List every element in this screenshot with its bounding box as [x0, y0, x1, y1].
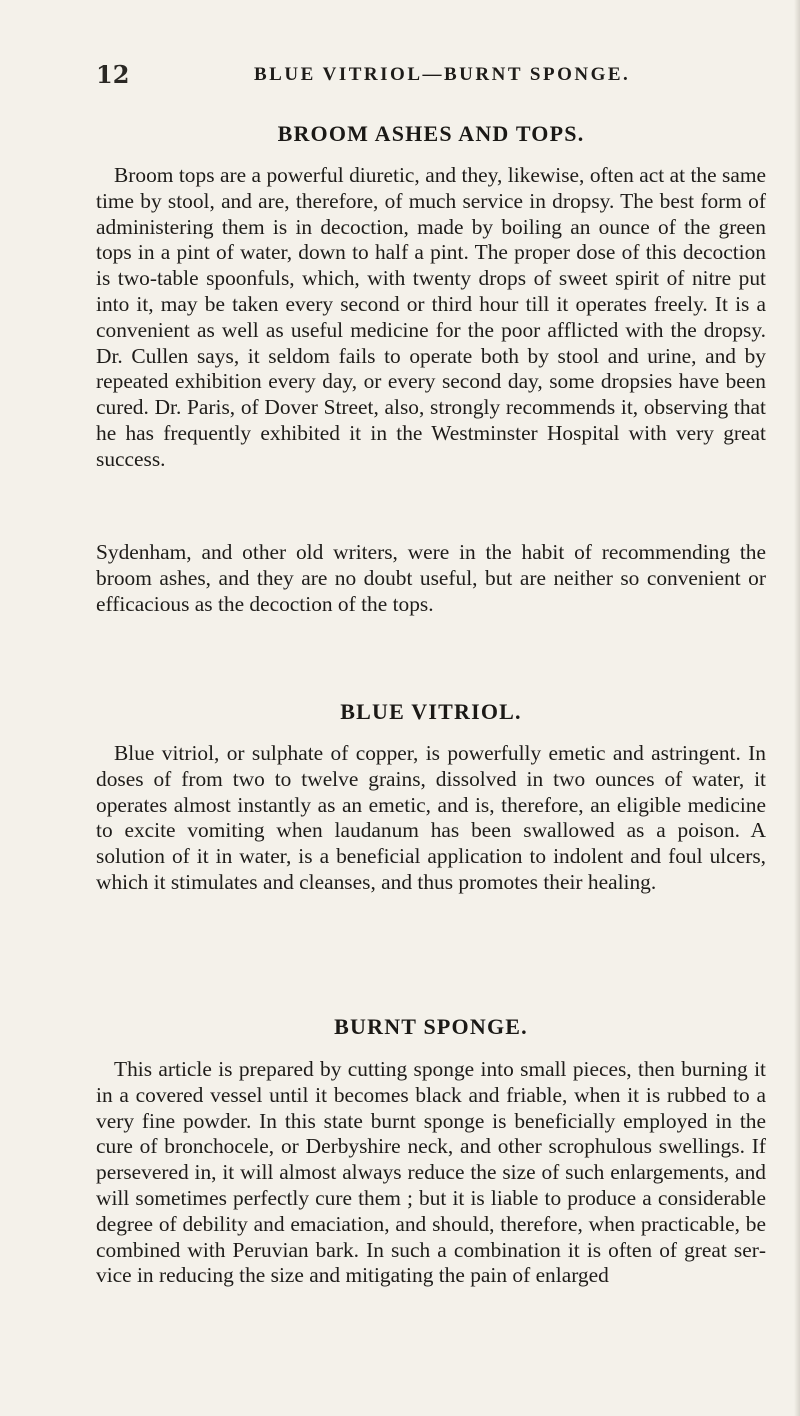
paragraph-burnt-sponge: This article is prepared by cutting sponge into small pieces, then burning it in a covered vessel until it becomes black and friable, when it is rubbed to a very fine powder. In this state burnt sponge is beneficially employed in the cure of bronchocele, or Derbyshire neck, and other scrophulous swellings. If persevered in, it will almost always reduce the size of such enlargements, and will sometimes perfectly cure them ; but it is liable to produce a considerable degree of debility and emaciation, and should, therefore, when practicable, be combined with Peruvian bark. In such a combination it is often of great service in reducing the size and mitigating the pain of enlarged [96, 1057, 766, 1288]
paragraph-broom-ashes: Sydenham, and other old writers, were in the habit of recommending the broom ashes, and they are no doubt useful, but are neither so convenient or efficacious as the decoction of the tops. [96, 540, 766, 616]
page-number: 12 [96, 60, 130, 89]
section-heading-blue-vitriol: BLUE VITRIOL. [340, 699, 522, 724]
running-title: BLUE VITRIOL—BURNT SPONGE. [254, 64, 631, 85]
section-heading-broom: BROOM ASHES AND TOPS. [277, 121, 585, 146]
paragraph-blue-vitriol: Blue vitriol, or sulphate of copper, is powerfully emetic and astringent. In doses of from two to twelve grains, dissolved in two ounces of water, it operates almost instantly as an emetic, and is, therefore, an eligible medicine to excite vomiting when laudanum has been swallowed as a poison. A solution of it in water, is a beneficial application to indolent and foul ulcers, which it stimulates and cleanses, and thus promotes their healing. [96, 741, 766, 894]
page-edge-shadow [794, 0, 800, 1416]
paragraph-broom-tops: Broom tops are a powerful diuretic, and they, likewise, often act at the same time by stool, and are, therefore, of much service in dropsy. The best form of administering them is in decoction, made by boiling an ounce of the green tops in a pint of water, down to half a pint. The proper dose of this decoction is two-table spoonfuls, which, with twenty drops of sweet spirit of nitre put into it, may be taken every second or third hour till it operates freely. It is a convenient as well as useful medicine for the poor afflicted with the dropsy. Dr. Cullen says, it seldom fails to operate both by stool and urine, and by repeated exhibition every day, or every second day, some dropsies have been cured. Dr. Paris, of Dover Street, also, strongly recommends it, observing that he has frequently exhibited it in the Westminster Hospital with very great success. [96, 163, 766, 471]
running-head [96, 60, 766, 90]
section-heading-burnt-sponge: BURNT SPONGE. [334, 1014, 528, 1039]
